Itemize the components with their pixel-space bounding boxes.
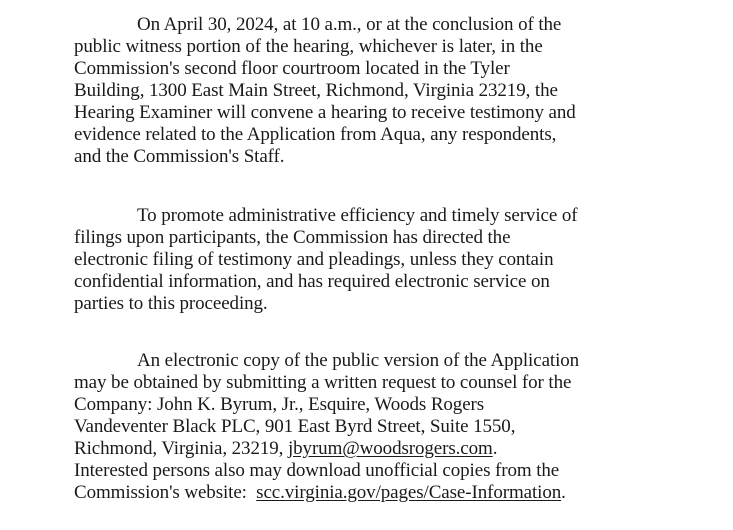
electronic-filing-paragraph [74,205,724,315]
text-line: Vandeventer Black PLC, 901 East Byrd Street, Suite 1550, [74,416,516,437]
text-line-with-email [74,438,724,460]
website-link[interactable]: scc.virginia.gov/pages/Case-Information [256,482,562,503]
text-line: filings upon participants, the Commission has directed the [74,227,511,248]
text-line: confidential information, and has required electronic service on [74,271,550,292]
address-text: Richmond, Virginia, 23219, [74,438,288,459]
hearing-notice-paragraph [74,14,724,168]
text-line: and the Commission's Staff. [74,146,285,167]
text-line: To promote administrative efficiency and timely service of [137,205,578,226]
text-line: Company: John K. Byrum, Jr., Esquire, Woods Rogers [74,394,485,415]
text-line: parties to this proceeding. [74,293,268,314]
application-copy-paragraph [74,350,724,504]
text-line: Commission's second floor courtroom located in the Tyler [74,58,510,79]
text-line: evidence related to the Application from Aqua, any respondents, [74,124,557,145]
text-line-with-website [74,482,724,504]
text-line: Building, 1300 East Main Street, Richmond, Virginia 23219, the [74,80,558,101]
text-line: An electronic copy of the public version of the Application [137,350,580,371]
text-line: Hearing Examiner will convene a hearing to receive testimony and [74,102,576,123]
text-line: On April 30, 2024, at 10 a.m., or at the conclusion of the [137,14,562,35]
text-line: may be obtained by submitting a written request to counsel for the [74,372,572,393]
text-line: public witness portion of the hearing, whichever is later, in the [74,36,543,57]
website-label: Commission's website: [74,482,257,503]
text-line: Interested persons also may download unofficial copies from the [74,460,560,481]
text-line: electronic filing of testimony and pleadings, unless they contain [74,249,554,270]
website-suffix: . [561,482,566,503]
email-link[interactable]: jbyrum@woodsrogers.com [287,438,493,459]
email-suffix: . [492,438,498,459]
